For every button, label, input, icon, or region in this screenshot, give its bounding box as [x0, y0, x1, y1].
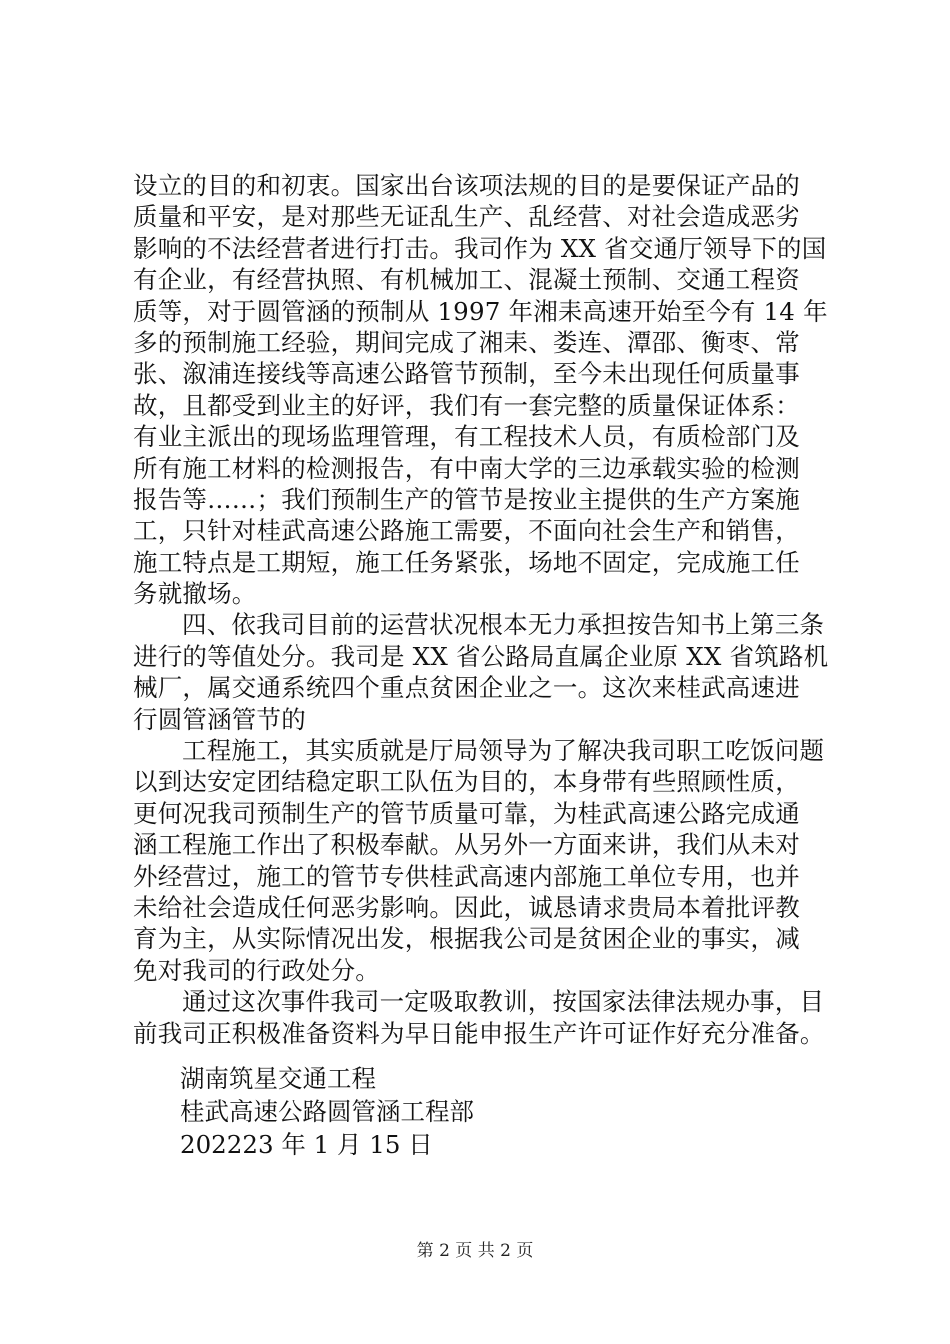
text-line: 行圆管涵管节的	[133, 704, 306, 734]
text-line: 械厂，属交通系统四个重点贫困企业之一。这次来桂武高速进	[133, 673, 800, 703]
signature-date: 202223 年 1 月 15 日	[180, 1130, 433, 1159]
text-line: 进行的等值处分。我司是 XX 省公路局直属企业原 XX 省筑路机	[133, 641, 829, 671]
text-line: 未给社会造成任何恶劣影响。因此，诚恳请求贵局本着批评教	[133, 892, 800, 922]
text-line: 工程施工，其实质就是厅局领导为了解决我司职工吃饭问题	[182, 736, 825, 766]
text-line: 前我司正积极准备资料为早日能申报生产许可证作好充分准备。	[133, 1018, 825, 1048]
text-line: 涵工程施工作出了积极奉献。从另外一方面来讲，我们从未对	[133, 830, 800, 860]
text-line: 育为主，从实际情况出发，根据我公司是贫困企业的事实，减	[133, 924, 800, 954]
text-line: 以到达安定团结稳定职工队伍为目的，本身带有些照顾性质，	[133, 767, 800, 797]
text-line: 外经营过，施工的管节专供桂武高速内部施工单位专用，也并	[133, 861, 800, 891]
text-line: 工，只针对桂武高速公路施工需要，不面向社会生产和销售，	[133, 516, 800, 546]
text-line: 四、依我司目前的运营状况根本无力承担按告知书上第三条	[182, 610, 825, 640]
text-line: 张、溆浦连接线等高速公路管节预制，至今未出现任何质量事	[133, 359, 800, 389]
text-line: 质量和平安，是对那些无证乱生产、乱经营、对社会造成恶劣	[133, 202, 800, 232]
text-line: 影响的不法经营者进行打击。我司作为 XX 省交通厅领导下的国	[133, 233, 827, 263]
text-line: 质等，对于圆管涵的预制从 1997 年湘耒高速开始至今有 14 年	[133, 296, 828, 326]
text-line: 有业主派出的现场监理管理，有工程技术人员，有质检部门及	[133, 422, 800, 452]
text-line: 有企业，有经营执照、有机械加工、混凝土预制、交通工程资	[133, 265, 800, 295]
page-footer: 第 2 页 共 2 页	[416, 1241, 534, 1261]
signature-block	[180, 1062, 474, 1161]
text-line: 施工特点是工期短，施工任务紧张，场地不固定，完成施工任	[133, 547, 800, 577]
signature-company: 湖南筑星交通工程	[180, 1064, 376, 1093]
text-line: 通过这次事件我司一定吸取教训，按国家法律法规办事，目	[182, 987, 825, 1017]
signature-department: 桂武高速公路圆管涵工程部	[180, 1097, 474, 1126]
text-line: 故，且都受到业主的好评，我们有一套完整的质量保证体系：	[133, 390, 800, 420]
text-line: 多的预制施工经验，期间完成了湘耒、娄连、潭邵、衡枣、常	[133, 327, 800, 357]
text-line: 更何况我司预制生产的管节质量可靠，为桂武高速公路完成通	[133, 798, 800, 828]
text-line: 设立的目的和初衷。国家出台该项法规的目的是要保证产品的	[133, 171, 800, 200]
text-line: 所有施工材料的检测报告，有中南大学的三边承载实验的检测	[133, 453, 800, 483]
text-line: 务就撤场。	[133, 579, 257, 609]
body-text	[133, 170, 853, 1049]
text-line: 报告等……；我们预制生产的管节是按业主提供的生产方案施	[133, 484, 800, 514]
text-line: 免对我司的行政处分。	[133, 955, 380, 985]
